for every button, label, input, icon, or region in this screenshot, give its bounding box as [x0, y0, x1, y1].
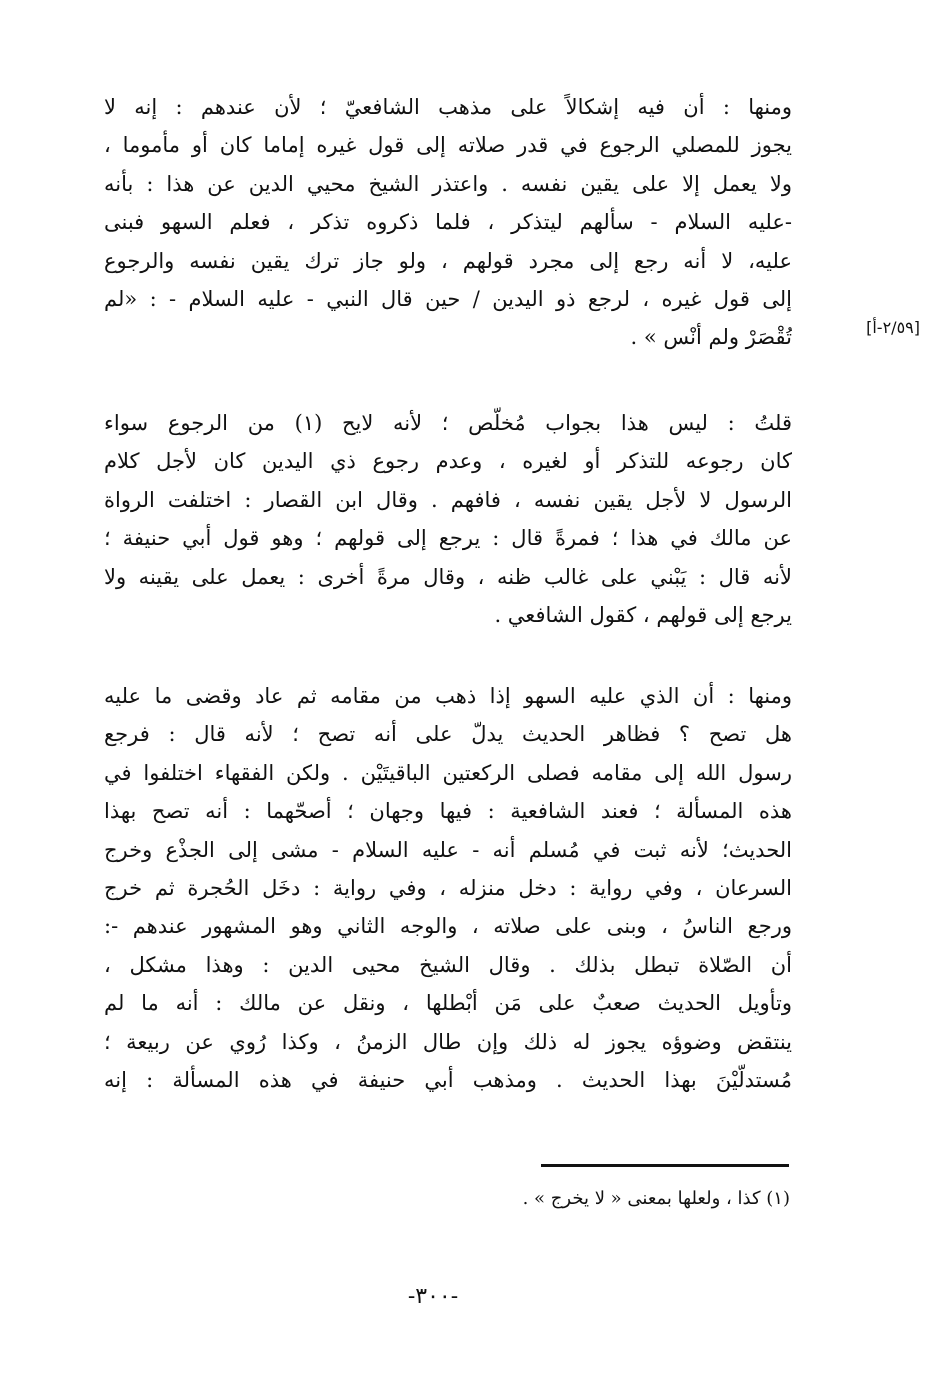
- text-line: يرجع إلى قولهم ، كقول الشافعي .: [494, 602, 792, 627]
- text-line: أن الصّلاة تبطل بذلك . وقال الشيخ محيى الدين : وهذا مشكل ،: [104, 952, 792, 977]
- text-line: كان رجوعه للتذكر أو لغيره ، وعدم رجوع ذي اليدين كان لأجل كلام: [104, 449, 792, 474]
- manuscript-folio-reference: [٢/٥٩-أ]: [866, 318, 920, 337]
- paragraph-1: [104, 88, 792, 357]
- text-line: لأنه قال : يَبْني على غالب ظنه ، وقال مرةً أخرى : يعمل على يقينه ولا: [104, 564, 792, 589]
- paragraph-3: [104, 677, 792, 1099]
- text-line: ورجع الناسُ ، وبنى على صلاته ، والوجه الثاني وهو المشهور عندهم -:: [104, 914, 792, 939]
- text-line: الرسول لا لأجل يقين نفسه ، فافهم . وقال ابن القصار : اختلفت الرواة: [104, 487, 792, 512]
- text-line: مُستدلّيْنَ بهذا الحديث . ومذهب أبي حنيفة في هذه المسألة : إنه: [104, 1067, 792, 1092]
- text-line: ومنها : أن فيه إشكالاً على مذهب الشافعيّ ؛ لأن عندهم : إنه لا: [104, 95, 792, 119]
- text-line: -عليه السلام - سألهم ليتذكر ، فلما ذكروه تذكر ، فعلم السهو فبنى: [104, 210, 792, 235]
- footnote-divider: [541, 1164, 789, 1167]
- text-line: قلتُ : ليس هذا بجواب مُخلّص ؛ لأنه لايح (١) من الرجوع سواء: [104, 411, 792, 435]
- text-line: هذه المسألة ؛ فعند الشافعية : فيها وجهان ؛ أصحّهما : أنه تصح بهذا: [104, 799, 792, 824]
- text-line: السرعان ، وفي رواية : دخل منزله ، وفي رواية : دخَل الحُجرة ثم خرج: [104, 875, 792, 900]
- text-line: عن مالك في هذا ؛ فمرةً قال : يرجع إلى قولهم ؛ وهو قول أبي حنيفة ؛: [104, 526, 792, 551]
- paragraph-2: [104, 404, 792, 634]
- text-line: ولا يعمل إلا على يقين نفسه . واعتذر الشيخ محيي الدين عن هذا : بأنه: [104, 171, 792, 196]
- text-line: ومنها : أن الذي عليه السهو إذا ذهب من مقامه ثم عاد وقضى ما عليه: [104, 684, 792, 708]
- text-line: هل تصح ؟ فظاهر الحديث يدلّ على أنه تصح ؛ لأنه قال : فرجع: [104, 722, 792, 747]
- footnote: (١) كذا ، ولعلها بمعنى « لا يخرج » .: [522, 1188, 790, 1209]
- text-line: إلى قول غيره ، لرجع ذو اليدين / حين قال النبي - عليه السلام - : «لم: [104, 286, 792, 311]
- text-line: وتأويل الحديث صعبٌ على مَن أبْطلها ، ونقل عن مالك : أنه ما لم: [104, 991, 792, 1016]
- text-line: تُقْصَرْ ولم أنْس » .: [630, 325, 792, 350]
- text-line: ينتقض وضوؤه يجوز له ذلك وإن طال الزمنُ ، وكذا رُوي عن ربيعة ؛: [104, 1029, 792, 1054]
- page-number: -٣٠٠-: [407, 1284, 459, 1309]
- text-line: عليه، لا أنه رجع إلى مجرد قولهم ، ولو جاز ترك يقين نفسه والرجوع: [104, 248, 792, 273]
- text-line: رسول الله إلى مقامه فصلى الركعتين الباقيتَيْن . ولكن الفقهاء اختلفوا في: [104, 760, 792, 785]
- text-line: يجوز للمصلي الرجوع في قدر صلاته إلى قول غيره إماما كان أو مأموما ،: [104, 133, 792, 158]
- text-line: الحديث؛ لأنه ثبت في مُسلم أنه - عليه السلام - مشى إلى الجذْع وخرج: [104, 837, 792, 862]
